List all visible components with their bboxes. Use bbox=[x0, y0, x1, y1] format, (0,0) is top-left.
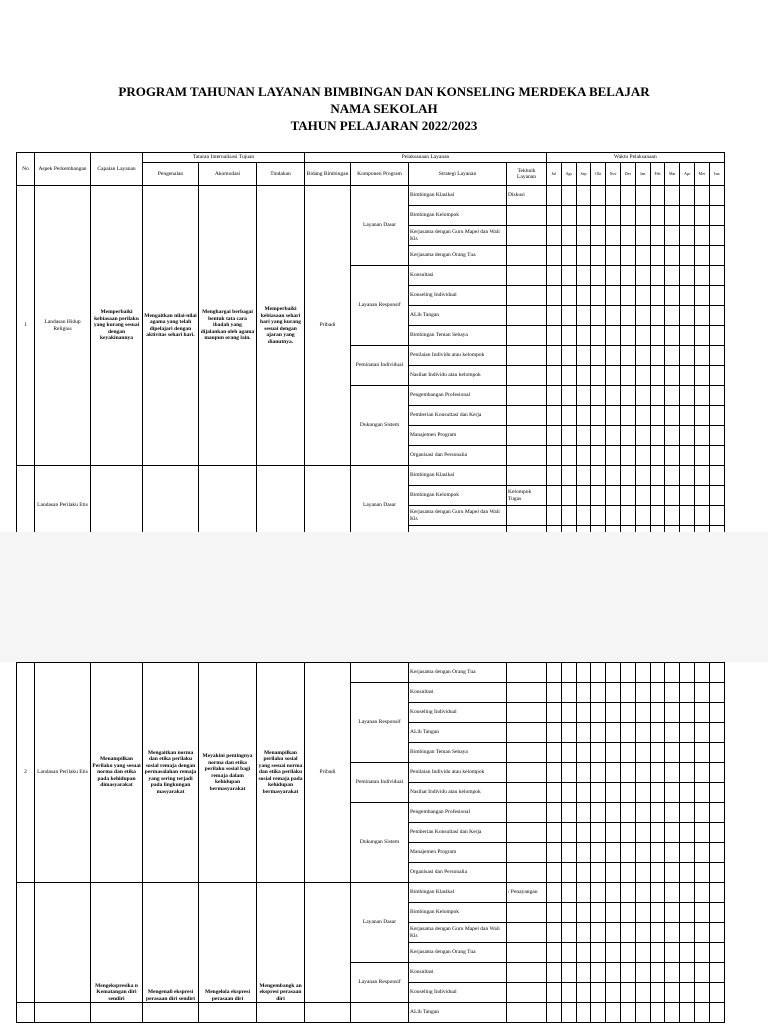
capaian-cell: Memperbaiki kebiasaan perilaku yang kurang sesuai dengan keyakinannya bbox=[91, 186, 143, 466]
document-title: PROGRAM TAHUNAN LAYANAN BIMBINGAN DAN KONSELING MERDEKA BELAJAR bbox=[118, 84, 650, 99]
strategi-cell: Bimbingan Klasikal bbox=[409, 186, 507, 206]
strategi-cell: Konsultasi bbox=[409, 266, 507, 286]
strategi-cell: Pengembangan Profesional bbox=[409, 386, 507, 406]
table-row bbox=[17, 466, 725, 486]
school-name: NAMA SEKOLAH bbox=[330, 101, 438, 116]
month-header: Mei bbox=[694, 163, 709, 186]
strategi-cell: Bimbingan Teman Sebaya bbox=[409, 743, 507, 763]
strategi-cell: Bimbingan Klasikal bbox=[409, 466, 507, 486]
strategi-cell: Pemberian Konsultasi dan Kerja bbox=[409, 823, 507, 843]
komponen-cell: Layanan Responsif bbox=[351, 266, 409, 346]
strategi-cell: Kerjasama dengan Guru Mapel dan Wali Kls bbox=[409, 226, 507, 246]
strategi-cell: Nasihat Individu atau kelompok bbox=[409, 366, 507, 386]
strategi-cell: ALih Tangan bbox=[409, 306, 507, 326]
header-komponen: Komponen Program bbox=[351, 163, 409, 186]
komponen-cell: Dukungan Sistem bbox=[351, 386, 409, 466]
strategi-cell: Kerjasama dengan Orang Tua bbox=[409, 943, 507, 963]
strategi-cell: Bimbingan Klasikal bbox=[409, 883, 507, 903]
month-header: Jun bbox=[709, 163, 724, 186]
header-capaian: Capaian Layanan bbox=[91, 153, 143, 186]
komponen-cell: Peminatan Individual bbox=[351, 346, 409, 386]
tindakan-cell: Mengembangk an ekspresi perasaan diri bbox=[257, 883, 305, 1003]
table-row bbox=[17, 1003, 725, 1023]
strategi-cell: Kerjasama dengan Guru Mapel dan Wali Kls bbox=[409, 506, 507, 526]
strategi-cell: Konseling Individual bbox=[409, 983, 507, 1003]
komponen-cell: Layanan Dasar bbox=[351, 466, 409, 533]
pengenalan-cell: Mengenali ekspresi perasaan diri sendiri bbox=[143, 883, 199, 1003]
month-header: Mar bbox=[665, 163, 680, 186]
strategi-cell: Penilaian Individu atau kelompok bbox=[409, 346, 507, 366]
aspek-cell: Landasan Perilaku Etis bbox=[35, 466, 91, 533]
table-row bbox=[17, 663, 725, 683]
komponen-cell: Layanan Dasar bbox=[351, 186, 409, 266]
row-number: 2 bbox=[17, 663, 35, 883]
header-teknik: Tekhnik Layanan bbox=[507, 163, 547, 186]
komponen-cell: Layanan Responsif bbox=[351, 683, 409, 763]
header-no: No bbox=[17, 153, 35, 186]
strategi-cell: Kerjasama dengan Orang Tua bbox=[409, 663, 507, 683]
komponen-cell: Layanan Dasar bbox=[351, 883, 409, 963]
akomodasi-cell: Meyakini pentingnya norma dan etika perilaku sosial bagi remaja dalam kehidupan bermasyarakat bbox=[199, 663, 257, 883]
strategi-cell: Bimbingan Teman Sebaya bbox=[409, 326, 507, 346]
month-header: Jul bbox=[547, 163, 562, 186]
strategi-cell: Nasihat Individu atau kelompok bbox=[409, 783, 507, 803]
pengenalan-cell: Mengaitkan nilai-nilai agama yang telah dipelajari dengan aktivitas sehari hari. bbox=[143, 186, 199, 466]
program-table-page-2 bbox=[16, 662, 725, 1023]
strategi-cell: Organisasi dan Personalia bbox=[409, 446, 507, 466]
strategi-cell: Konseling Individual bbox=[409, 286, 507, 306]
table-row bbox=[17, 186, 725, 206]
aspek-cell: Landasan Hidup Religius bbox=[35, 186, 91, 466]
strategi-cell: Pengembangan Profesional bbox=[409, 803, 507, 823]
table-row bbox=[17, 883, 725, 903]
tindakan-cell: Menampilkan perilaku sosial yang sesuai norma dan etika perilaku sosial remaja pada kehidupan bermasyarakat bbox=[257, 663, 305, 883]
strategi-cell: Manajemen Program bbox=[409, 426, 507, 446]
pengenalan-cell: Mengaitkan norma dan etika perilaku sosial remaja dengan permasalahan remaja yang sering terjadi pada lingkungan masyarakat bbox=[143, 663, 199, 883]
month-header: Sep bbox=[576, 163, 591, 186]
school-year: TAHUN PELAJARAN 2022/2023 bbox=[290, 118, 478, 133]
header-bidang: Bidang Bimbingan bbox=[305, 163, 351, 186]
header-strategi: Strategi Layanan bbox=[409, 163, 507, 186]
teknik-cell: Kelompok Tugas bbox=[507, 486, 547, 506]
header-pengenalan: Pengenalan bbox=[143, 163, 199, 186]
month-header: Des bbox=[621, 163, 636, 186]
month-header: Jan bbox=[635, 163, 650, 186]
bidang-cell: Pribadi bbox=[305, 186, 351, 466]
aspek-cell: Landasan Perilaku Etis bbox=[35, 663, 91, 883]
month-header: Feb bbox=[650, 163, 665, 186]
header-akomodasi: Akomodasi bbox=[199, 163, 257, 186]
teknik-cell: Diskusi bbox=[507, 186, 547, 206]
strategi-cell: ALih Tangan bbox=[409, 723, 507, 743]
header-tindakan: Tindakan bbox=[257, 163, 305, 186]
header-aspek: Aspek Perkembangan bbox=[35, 153, 91, 186]
komponen-cell: Layanan Responsif bbox=[351, 963, 409, 1003]
document-page-2 bbox=[0, 662, 768, 1024]
tindakan-cell: Memperbaiki kebiasaan sehari hari yang kurang sesuai dengan ajaran yang dianutnya. bbox=[257, 186, 305, 466]
strategi-cell: Penilaian Individu atau kelompok bbox=[409, 763, 507, 783]
capaian-cell: Mengekspresika n Kematangan diri sendiri bbox=[91, 883, 143, 1003]
header-waktu: Waktu Pelaksanaan bbox=[547, 153, 725, 163]
capaian-cell: Menampilkan Perilaku yang sesuai norma dan etika pada kehidupan dimasyarakat bbox=[91, 663, 143, 883]
month-header: Apr bbox=[680, 163, 695, 186]
akomodasi-cell: Menghargai berbagai bentuk tata cara ibadah yang dijalankan oleh agama maupun orang lain. bbox=[199, 186, 257, 466]
strategi-cell: Organisasi dan Personalia bbox=[409, 863, 507, 883]
month-header: Nov bbox=[606, 163, 621, 186]
month-header: Okt bbox=[591, 163, 606, 186]
header-pelaksanaan: Pelaksanaan Layanan bbox=[305, 153, 547, 163]
komponen-cell: Peminatan Individual bbox=[351, 763, 409, 803]
komponen-cell: Dukungan Sistem bbox=[351, 803, 409, 883]
month-header: Ags bbox=[561, 163, 576, 186]
strategi-cell: Kerjasama dengan Guru Mapel dan Wali Kls bbox=[409, 923, 507, 943]
teknik-cell: / Penayangan bbox=[507, 883, 547, 903]
strategi-cell: ALih Tangan bbox=[409, 1003, 507, 1023]
strategi-cell: Pemberian Konsultasi dan Kerja bbox=[409, 406, 507, 426]
strategi-cell: Bimbingan Kelompok bbox=[409, 206, 507, 226]
row-number: 1 bbox=[17, 186, 35, 466]
strategi-cell: Konseling Individual bbox=[409, 703, 507, 723]
akomodasi-cell: Mengelola ekspresi perasaan diri bbox=[199, 883, 257, 1003]
strategi-cell: Konsultasi bbox=[409, 683, 507, 703]
strategi-cell: Manajemen Program bbox=[409, 843, 507, 863]
strategi-cell: Bimbingan Kelompok bbox=[409, 486, 507, 506]
bidang-cell: Pribadi bbox=[305, 663, 351, 883]
strategi-cell: Konsultasi bbox=[409, 963, 507, 983]
strategi-cell: Kerjasama dengan Orang Tua bbox=[409, 246, 507, 266]
program-table-page-1 bbox=[16, 152, 725, 532]
header-tataran: Tataran Internalisasi Tujuan bbox=[143, 153, 305, 163]
strategi-cell: Bimbingan Kelompok bbox=[409, 903, 507, 923]
